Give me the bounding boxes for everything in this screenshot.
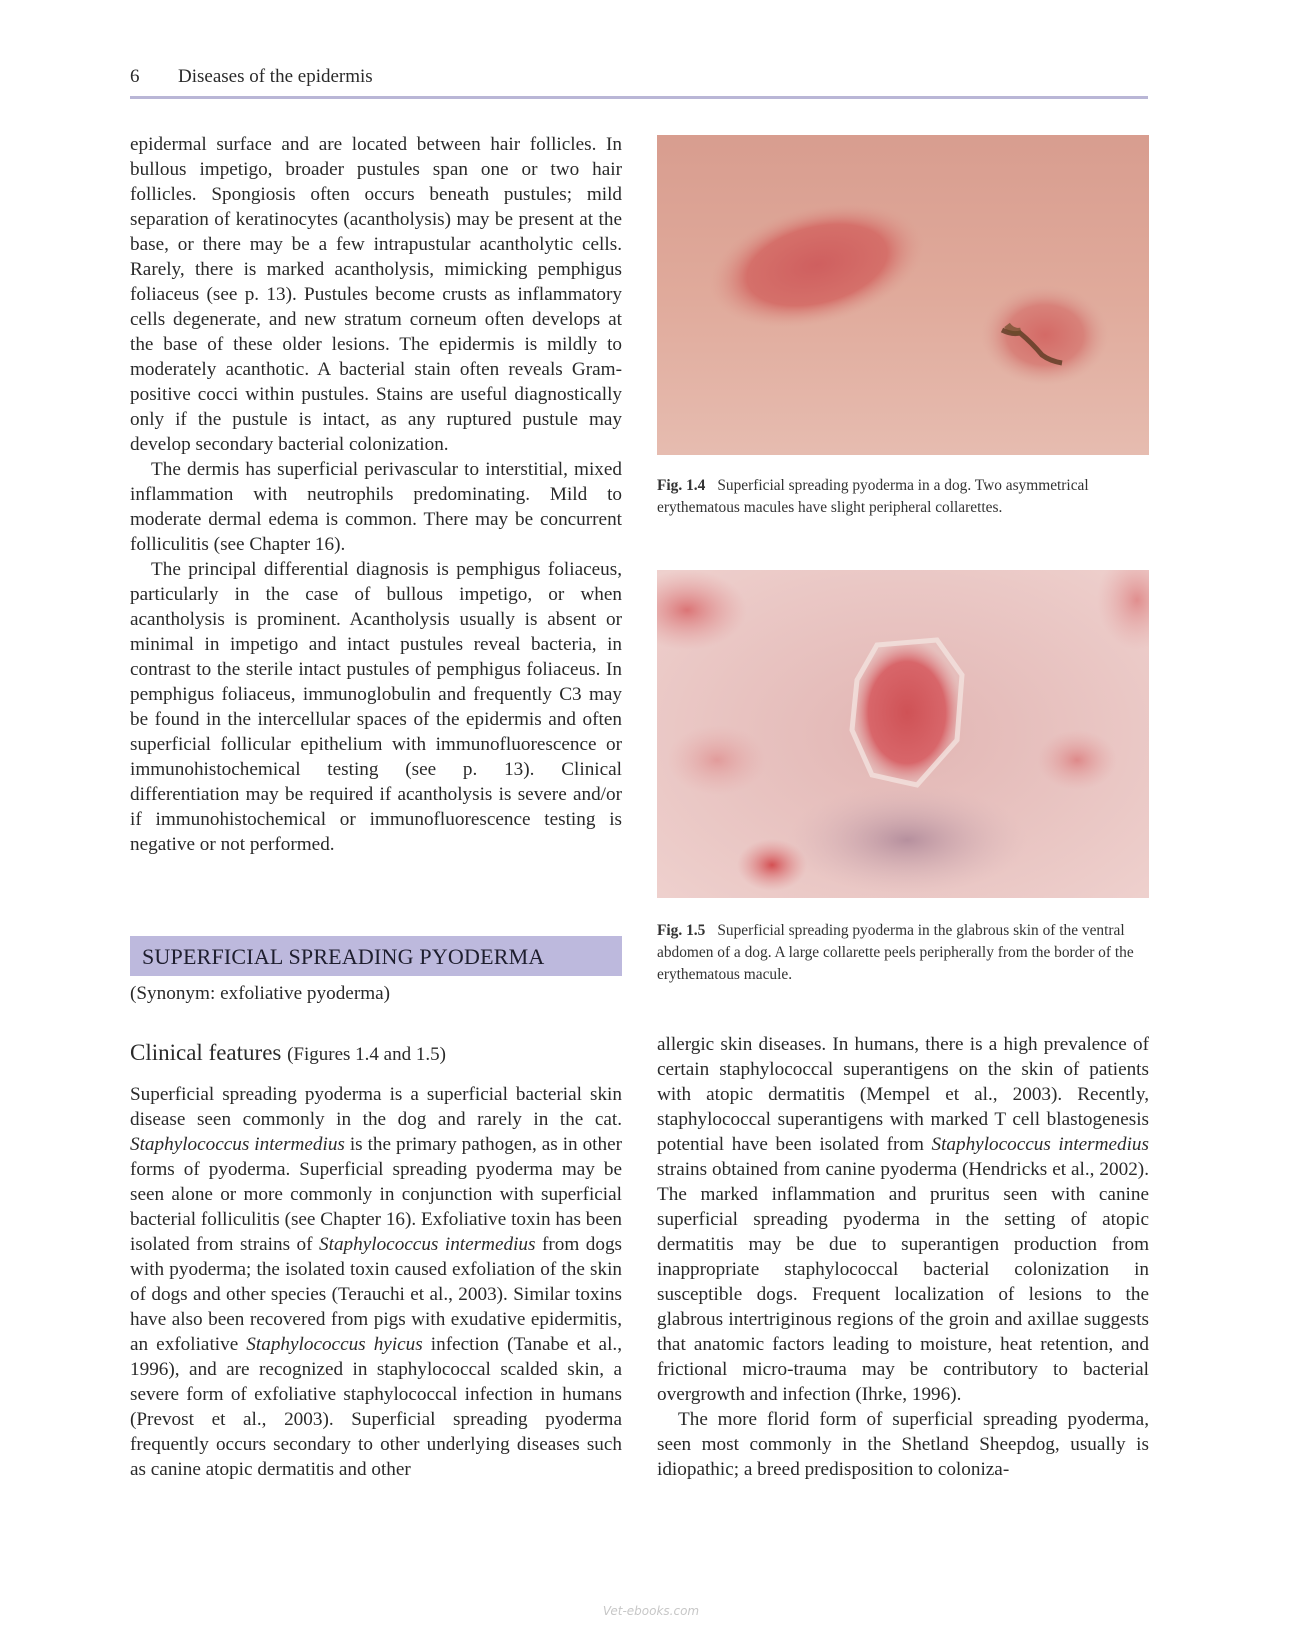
figure-label: Fig. 1.5 [657, 922, 706, 939]
text-run: The principal differential diagnosis is pemphigus foliaceus, particularly in the case of bullous impetigo, or when acantholysis is prominent. Acantholysis usually is absent or minimal in impetigo and intact pustules reveal bacteria, in contrast to the sterile intact pustules of pemphigus foliaceus. In pemphigus foliaceus, immunoglobulin and frequently C3 may be found in the intercellular spaces of the epidermis and often superficial follicular epithelium with immunofluorescence or immunohistochemical testing (see p. 13). Clinical differentiation may be required if acantholysis is severe and/or if immunohistochemical or immunofluorescence testing is negative or not performed. [130, 559, 622, 855]
subsection-heading [130, 1040, 446, 1066]
figure-1-4-photo [657, 135, 1149, 455]
figure-1-5-photo [657, 570, 1149, 898]
italic-species-name: Staphylococcus intermedius [931, 1134, 1149, 1155]
left-column-bottom-text [130, 1082, 622, 1482]
figure-caption-text: Superficial spreading pyoderma in a dog. Two asymmetrical erythematous macules have slight peripheral collarettes. [657, 477, 1089, 516]
text-run: epidermal surface and are located between hair follicles. In bullous impetigo, broader pustules span one or two hair follicles. Spongiosis often occurs beneath pustules; mild separation of keratinocytes (acantholysis) may be present at the base, or there may be a few intrapustular acantholytic cells. Rarely, there is marked acantholysis, mimicking pemphigus foliaceus (see p. 13). Pustules become crusts as inflammatory cells degenerate, and new stratum corneum often develops at the base of these older lesions. The epidermis is mildly to moderately acanthotic. A bacterial stain often reveals Gram-positive cocci within pustules. Stains are useful diagnostically only if the pustule is intact, as any ruptured pustule may develop secondary bacterial colonization. [130, 134, 622, 455]
running-head [130, 64, 1148, 99]
text-run: Superficial spreading pyoderma is a superficial bacterial skin disease seen commonly in the dog and rarely in the cat. [130, 1084, 622, 1130]
text-run: from dogs with pyoderma; the isolated toxin caused exfoliation of the skin of dogs and other species (Terauchi et al., 2003). Similar toxins have also been recovered from pigs with exudative epidermitis, an exfoliative [130, 1234, 623, 1355]
text-run: The dermis has superficial perivascular to interstitial, mixed inflammation with neutrophils predominating. Mild to moderate dermal edema is common. There may be concurrent folliculitis (see Chapter 16). [130, 459, 622, 555]
body-paragraph [657, 1407, 1149, 1482]
page-number: 6 [130, 66, 140, 87]
figure-label: Fig. 1.4 [657, 477, 706, 494]
body-paragraph [657, 1032, 1149, 1407]
text-run: infection (Tanabe et al., 1996), and are recognized in staphylococcal scalded skin, a severe form of exfoliative staphylococcal infection in humans (Prevost et al., 2003). Superficial spreading pyoderma frequently occurs secondary to other underlying diseases such as canine atopic dermatitis and other [130, 1334, 622, 1480]
section-heading: SUPERFICIAL SPREADING PYODERMA [142, 944, 545, 969]
italic-species-name: Staphylococcus intermedius [319, 1234, 536, 1255]
text-run: allergic skin diseases. In humans, there is a high prevalence of certain staphylococcal superantigens on the skin of patients with atopic dermatitis (Mempel et al., 2003). Recently, staphylococcal superantigens with marked T cell blastogenesis potential have been isolated from [657, 1034, 1149, 1155]
body-paragraph [130, 557, 622, 857]
text-run: strains obtained from canine pyoderma (Hendricks et al., 2002). The marked inflammation and pruritus seen with canine superficial spreading pyoderma in the setting of atopic dermatitis may be due to superantigen production from inappropriate staphylococcal bacterial colonization in susceptible dogs. Frequent localization of lesions to the glabrous intertriginous regions of the groin and axillae suggests that anatomic factors leading to moisture, heat retention, and frictional micro-trauma may be contributory to bacterial overgrowth and infection (Ihrke, 1996). [657, 1159, 1149, 1405]
text-run: The more florid form of superficial spreading pyoderma, seen most commonly in the Shetland Sheepdog, usually is idiopathic; a breed predisposition to coloniza- [657, 1409, 1149, 1480]
italic-species-name: Staphylococcus hyicus [246, 1334, 423, 1355]
subsection-title: Clinical features [130, 1040, 282, 1065]
body-paragraph [130, 457, 622, 557]
section-heading-bar [130, 936, 622, 976]
left-column-top-text [130, 132, 622, 857]
running-title: Diseases of the epidermis [178, 66, 373, 87]
body-paragraph [130, 1082, 622, 1482]
skin-lesion-photo-2 [657, 570, 1149, 898]
skin-lesion-photo-1 [657, 135, 1149, 455]
figure-1-5-caption [657, 920, 1149, 986]
italic-species-name: Staphylococcus intermedius [130, 1134, 345, 1155]
section-synonym: (Synonym: exfoliative pyoderma) [130, 983, 391, 1004]
watermark: Vet-ebooks.com [602, 1604, 700, 1618]
text-run: is the primary pathogen, as in other forms of pyoderma. Superficial spreading pyoderma may be seen alone or more commonly in conjunction with superficial bacterial folliculitis (see Chapter 16). Exfoliative toxin has been isolated from strains of [130, 1134, 622, 1255]
figure-1-4-caption [657, 475, 1149, 519]
figure-caption-text: Superficial spreading pyoderma in the glabrous skin of the ventral abdomen of a dog. A large collarette peels peripherally from the border of the erythematous macule. [657, 922, 1134, 983]
body-paragraph [130, 132, 622, 457]
right-column-bottom-text [657, 1032, 1149, 1482]
subsection-figure-ref: (Figures 1.4 and 1.5) [287, 1044, 446, 1065]
